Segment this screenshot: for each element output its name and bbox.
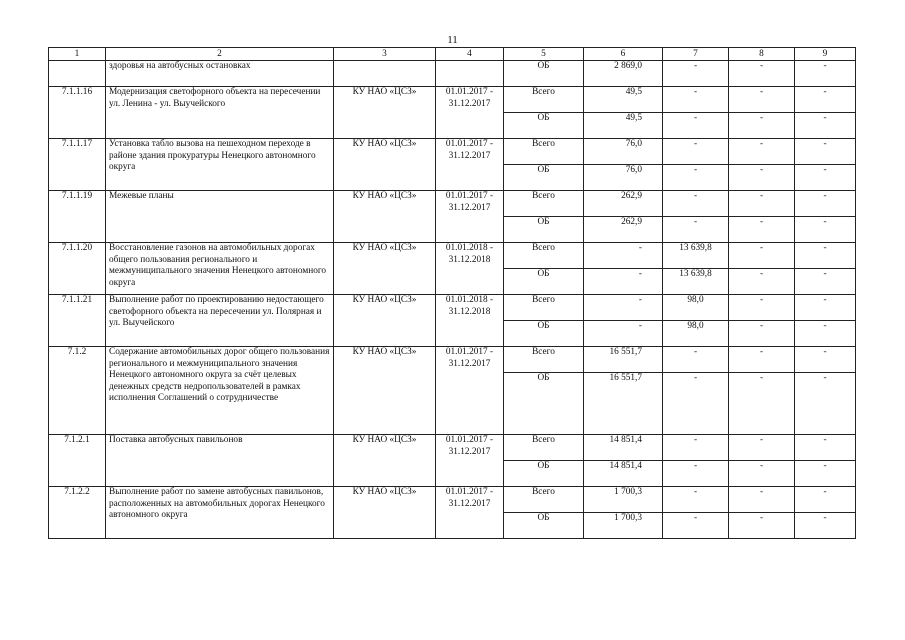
executor-cell: КУ НАО «ЦСЗ» [334,191,436,243]
amount-col6-cell: 14 851,4 [584,461,663,487]
amount-col9-cell: - [795,461,856,487]
funding-source-cell: Всего [504,295,584,321]
amount-col9-cell: - [795,113,856,139]
row-number-cell: 7.1.1.17 [49,139,106,191]
amount-col9-cell: - [795,295,856,321]
amount-col8-cell: - [729,139,795,165]
amount-col9-cell: - [795,165,856,191]
amount-col8-cell: - [729,487,795,513]
amount-col7-cell: - [663,139,729,165]
executor-cell: КУ НАО «ЦСЗ» [334,139,436,191]
amount-col8-cell: - [729,321,795,347]
funding-source-cell: Всего [504,191,584,217]
executor-cell: КУ НАО «ЦСЗ» [334,87,436,139]
amount-col9-cell: - [795,487,856,513]
activity-name-cell: Установка табло вызова на пешеходном переходе в районе здания прокуратуры Ненецкого автономного округа [106,139,334,191]
table-body [49,61,856,539]
amount-col7-cell: - [663,461,729,487]
period-cell: 01.01.2017 - 31.12.2017 [436,191,504,243]
funding-source-cell: Всего [504,243,584,269]
amount-col6-cell: 16 551,7 [584,373,663,435]
amount-col6-cell: 49,5 [584,113,663,139]
header-cell: 5 [504,48,584,61]
header-cell: 2 [106,48,334,61]
amount-col8-cell: - [729,347,795,373]
amount-col8-cell: - [729,87,795,113]
table-row [49,139,856,165]
amount-col7-cell: - [663,217,729,243]
amount-col6-cell: 2 869,0 [584,61,663,87]
amount-col7-cell: - [663,347,729,373]
table-row [49,87,856,113]
header-cell: 1 [49,48,106,61]
activity-name-cell: Межевые планы [106,191,334,243]
row-number-cell: 7.1.1.20 [49,243,106,295]
amount-col7-cell: - [663,61,729,87]
amount-col6-cell: - [584,321,663,347]
header-cell: 8 [729,48,795,61]
period-cell: 01.01.2018 - 31.12.2018 [436,295,504,347]
budget-table [48,47,856,539]
amount-col6-cell: 1 700,3 [584,513,663,539]
row-number-cell: 7.1.2 [49,347,106,435]
activity-name-cell: Выполнение работ по замене автобусных павильонов, расположенных на автомобильных дорогах Ненецкого автономного округа [106,487,334,539]
executor-cell: КУ НАО «ЦСЗ» [334,243,436,295]
amount-col6-cell: - [584,269,663,295]
table-row [49,295,856,321]
amount-col9-cell: - [795,243,856,269]
header-row [49,48,856,61]
amount-col7-cell: 98,0 [663,295,729,321]
amount-col8-cell: - [729,243,795,269]
amount-col8-cell: - [729,373,795,435]
period-cell: 01.01.2017 - 31.12.2017 [436,139,504,191]
activity-name-cell: Модернизация светофорного объекта на пересечении ул. Ленина - ул. Выучейского [106,87,334,139]
funding-source-cell: Всего [504,435,584,461]
funding-source-cell: Всего [504,487,584,513]
amount-col6-cell: 14 851,4 [584,435,663,461]
amount-col6-cell: - [584,295,663,321]
amount-col9-cell: - [795,373,856,435]
executor-cell: КУ НАО «ЦСЗ» [334,487,436,539]
funding-source-cell: Всего [504,87,584,113]
header-cell: 3 [334,48,436,61]
row-number-cell: 7.1.2.2 [49,487,106,539]
period-cell: 01.01.2018 - 31.12.2018 [436,243,504,295]
amount-col9-cell: - [795,191,856,217]
header-cell: 9 [795,48,856,61]
amount-col6-cell: 16 551,7 [584,347,663,373]
row-number-cell: 7.1.1.21 [49,295,106,347]
amount-col9-cell: - [795,347,856,373]
amount-col7-cell: - [663,87,729,113]
funding-source-cell: ОБ [504,113,584,139]
period-cell [436,61,504,87]
amount-col6-cell: - [584,243,663,269]
amount-col8-cell: - [729,461,795,487]
amount-col7-cell: - [663,373,729,435]
period-cell: 01.01.2017 - 31.12.2017 [436,87,504,139]
amount-col8-cell: - [729,295,795,321]
row-number-cell: 7.1.1.19 [49,191,106,243]
table-row [49,61,856,87]
activity-name-cell: Выполнение работ по проектированию недостающего светофорного объекта на пересечении ул. Полярная и ул. Выучейского [106,295,334,347]
amount-col7-cell: 98,0 [663,321,729,347]
table-row [49,435,856,461]
row-number-cell: 7.1.2.1 [49,435,106,487]
amount-col6-cell: 76,0 [584,139,663,165]
amount-col9-cell: - [795,435,856,461]
amount-col8-cell: - [729,269,795,295]
amount-col8-cell: - [729,513,795,539]
funding-source-cell: ОБ [504,61,584,87]
amount-col7-cell: - [663,487,729,513]
table-row [49,347,856,373]
amount-col7-cell: - [663,513,729,539]
amount-col6-cell: 262,9 [584,217,663,243]
amount-col6-cell: 1 700,3 [584,487,663,513]
funding-source-cell: ОБ [504,373,584,435]
amount-col6-cell: 49,5 [584,87,663,113]
period-cell: 01.01.2017 - 31.12.2017 [436,347,504,435]
amount-col8-cell: - [729,435,795,461]
period-cell: 01.01.2017 - 31.12.2017 [436,435,504,487]
amount-col7-cell: - [663,191,729,217]
funding-source-cell: Всего [504,139,584,165]
activity-name-cell: Восстановление газонов на автомобильных дорогах общего пользования регионального и межмуниципального значения Ненецкого автономного округа [106,243,334,295]
executor-cell [334,61,436,87]
amount-col7-cell: 13 639,8 [663,269,729,295]
header-cell: 7 [663,48,729,61]
row-number-cell: 7.1.1.16 [49,87,106,139]
amount-col8-cell: - [729,191,795,217]
executor-cell: КУ НАО «ЦСЗ» [334,347,436,435]
amount-col7-cell: - [663,165,729,191]
table-row [49,191,856,217]
amount-col6-cell: 76,0 [584,165,663,191]
amount-col9-cell: - [795,139,856,165]
executor-cell: КУ НАО «ЦСЗ» [334,295,436,347]
funding-source-cell: ОБ [504,217,584,243]
amount-col9-cell: - [795,87,856,113]
header-cell: 6 [584,48,663,61]
activity-name-cell: Содержание автомобильных дорог общего пользования регионального и межмуниципального значения Ненецкого автономного округа за счёт целевых денежных средств недропользователей в рамках исполнения Соглашений о сотрудничестве [106,347,334,435]
page-number: 11 [447,34,458,46]
amount-col9-cell: - [795,217,856,243]
executor-cell: КУ НАО «ЦСЗ» [334,435,436,487]
amount-col9-cell: - [795,513,856,539]
amount-col7-cell: - [663,435,729,461]
funding-source-cell: ОБ [504,513,584,539]
table-row [49,487,856,513]
funding-source-cell: ОБ [504,165,584,191]
amount-col8-cell: - [729,165,795,191]
row-number-cell [49,61,106,87]
activity-name-cell: Поставка автобусных павильонов [106,435,334,487]
amount-col9-cell: - [795,61,856,87]
funding-source-cell: ОБ [504,461,584,487]
header-cell: 4 [436,48,504,61]
amount-col7-cell: - [663,113,729,139]
funding-source-cell: ОБ [504,321,584,347]
amount-col8-cell: - [729,113,795,139]
amount-col8-cell: - [729,217,795,243]
funding-source-cell: Всего [504,347,584,373]
amount-col7-cell: 13 639,8 [663,243,729,269]
amount-col9-cell: - [795,321,856,347]
amount-col8-cell: - [729,61,795,87]
amount-col6-cell: 262,9 [584,191,663,217]
activity-name-cell: здоровья на автобусных остановках [106,61,334,87]
table-row [49,243,856,269]
period-cell: 01.01.2017 - 31.12.2017 [436,487,504,539]
funding-source-cell: ОБ [504,269,584,295]
amount-col9-cell: - [795,269,856,295]
